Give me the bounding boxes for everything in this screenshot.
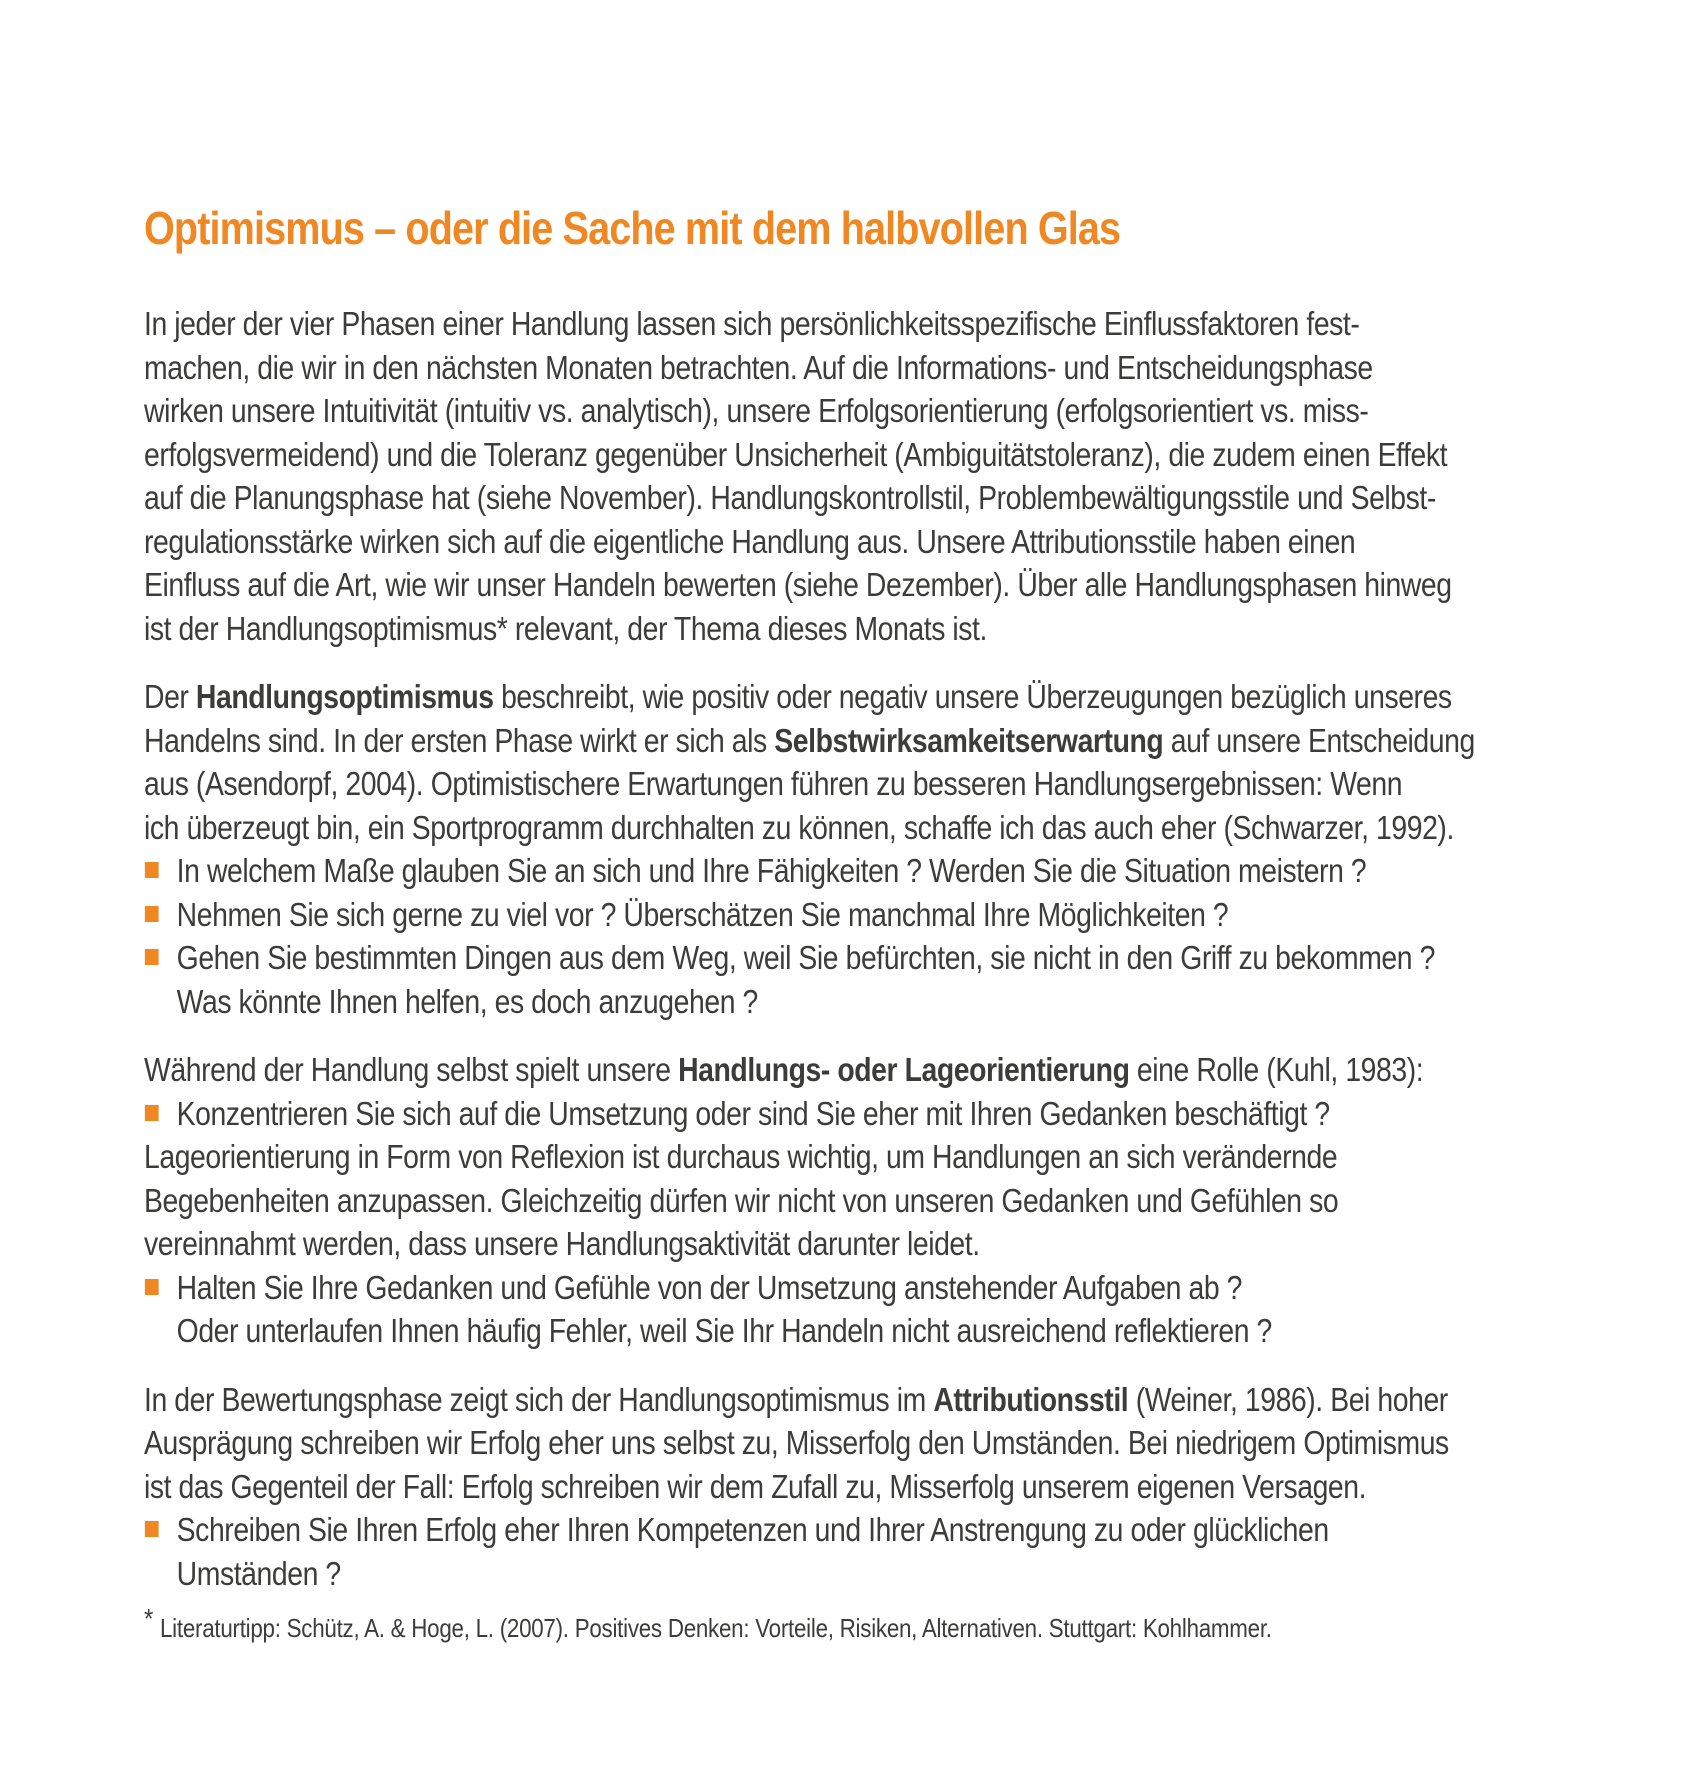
footnote-asterisk-icon: * bbox=[144, 1603, 154, 1634]
text: aus (Asendorpf, 2004). Optimistischere Erwartungen führen zu besseren Handlungsergebnissen: Wenn bbox=[144, 765, 1403, 802]
bullet-square-icon bbox=[145, 1279, 159, 1295]
text: ich überzeugt bin, ein Sportprogramm durchhalten zu können, schaffe ich das auch eher (Schwarzer, 1992). bbox=[144, 808, 1454, 846]
bullet-item bbox=[144, 893, 1606, 937]
footnote bbox=[144, 1603, 1606, 1645]
text-line bbox=[177, 849, 1606, 893]
bullet-item bbox=[144, 1266, 1606, 1353]
text: auf die Planungsphase hat (siehe November). Handlungskontrollstil, Problembewältigungsstile und Selbst- bbox=[144, 479, 1436, 516]
text-line bbox=[144, 433, 1606, 477]
paragraph bbox=[144, 1048, 1606, 1092]
bullet-item bbox=[144, 936, 1606, 1023]
text-line bbox=[144, 1048, 1606, 1092]
bullet-text bbox=[177, 849, 1606, 893]
text: ist der Handlungsoptimismus* relevant, der Thema dieses Monats ist. bbox=[144, 609, 987, 647]
bullet-text bbox=[177, 1508, 1606, 1595]
text-line bbox=[144, 1135, 1606, 1179]
text: beschreibt, wie positiv oder negativ unsere Überzeugungen bezüglich unseres bbox=[493, 678, 1452, 715]
text: Gehen Sie bestimmten Dingen aus dem Weg, weil Sie befürchten, sie nicht in den Griff zu bekommen ? bbox=[176, 939, 1435, 976]
text: Halten Sie Ihre Gedanken und Gefühle von der Umsetzung anstehender Aufgaben ab ? bbox=[176, 1268, 1242, 1306]
text: Was könnte Ihnen helfen, es doch anzugehen ? bbox=[176, 982, 758, 1020]
bullet-text bbox=[177, 1092, 1606, 1136]
text-line bbox=[144, 520, 1606, 564]
text-line bbox=[144, 302, 1606, 346]
page-title: Optimismus – oder die Sache mit dem halbvollen Glas bbox=[144, 202, 1121, 254]
bullet-text bbox=[177, 893, 1606, 937]
text: In welchem Maße glauben Sie an sich und Ihre Fähigkeiten ? Werden Sie die Situation meistern ? bbox=[176, 852, 1367, 889]
text: In jeder der vier Phasen einer Handlung lassen sich persönlichkeitsspezifische Einflussfaktoren fest- bbox=[144, 305, 1360, 342]
text: wirken unsere Intuitivität (intuitiv vs. analytisch), unsere Erfolgsorientierung (erfolgsorientiert vs. miss- bbox=[144, 392, 1369, 429]
bullet-square-icon bbox=[145, 1105, 159, 1121]
text: Begebenheiten anzupassen. Gleichzeitig dürfen wir nicht von unseren Gedanken und Gefühlen so bbox=[144, 1181, 1339, 1219]
bullet-square-icon bbox=[145, 1521, 159, 1537]
footnote-text: Literaturtipp: Schütz, A. & Hoge, L. (2007). Positives Denken: Vorteile, Risiken, Alternativen. Stuttgart: Kohlhammer. bbox=[160, 1613, 1272, 1643]
paragraph bbox=[144, 302, 1606, 650]
text: regulationsstärke wirken sich auf die eigentliche Handlung aus. Unsere Attributionsstile haben einen bbox=[144, 522, 1356, 560]
paragraph bbox=[144, 1135, 1606, 1266]
text: auf unsere Entscheidung bbox=[1163, 721, 1475, 759]
text: Konzentrieren Sie sich auf die Umsetzung oder sind Sie eher mit Ihren Gedanken beschäftigt ? bbox=[176, 1094, 1330, 1132]
text: ist das Gegenteil der Fall: Erfolg schreiben wir dem Zufall zu, Misserfolg unserem eigenen Versagen. bbox=[144, 1467, 1367, 1505]
bullet-text bbox=[177, 1266, 1606, 1353]
text: machen, die wir in den nächsten Monaten betrachten. Auf die Informations- und Entscheidungsphase bbox=[144, 348, 1373, 386]
text: Einfluss auf die Art, wie wir unser Handeln bewerten (siehe Dezember). Über alle Handlungsphasen hinweg bbox=[144, 566, 1452, 603]
bullet-item bbox=[144, 1092, 1606, 1136]
text-line bbox=[144, 806, 1606, 850]
article-body bbox=[144, 302, 1606, 1595]
bold-text: Handlungsoptimismus bbox=[195, 678, 494, 715]
text-line bbox=[177, 1092, 1606, 1136]
bullet-square-icon bbox=[145, 906, 159, 922]
text-line bbox=[144, 476, 1606, 520]
text-line bbox=[144, 1179, 1606, 1223]
text-line bbox=[144, 1222, 1606, 1266]
text: Lageorientierung in Form von Reflexion ist durchaus wichtig, um Handlungen an sich verändernde bbox=[144, 1138, 1338, 1175]
text-line bbox=[144, 607, 1606, 651]
text-line bbox=[144, 1378, 1606, 1422]
text-line bbox=[144, 389, 1606, 433]
text-line bbox=[177, 1309, 1606, 1353]
text: (Weiner, 1986). Bei hoher bbox=[1128, 1380, 1448, 1418]
text-line bbox=[144, 1465, 1606, 1509]
bold-text: Handlungs- oder Lageorientierung bbox=[678, 1051, 1130, 1088]
text: eine Rolle (Kuhl, 1983): bbox=[1129, 1051, 1424, 1088]
bullet-item bbox=[144, 1508, 1606, 1595]
bullet-square-icon bbox=[145, 949, 159, 965]
text-line bbox=[177, 893, 1606, 937]
text-line bbox=[144, 1421, 1606, 1465]
text-line bbox=[144, 346, 1606, 390]
text-line bbox=[177, 1508, 1606, 1552]
text: vereinnahmt werden, dass unsere Handlungsaktivität darunter leidet. bbox=[144, 1225, 980, 1262]
text: In der Bewertungsphase zeigt sich der Handlungsoptimismus im bbox=[144, 1380, 934, 1418]
text-line bbox=[144, 719, 1606, 763]
text-line bbox=[144, 762, 1606, 806]
article bbox=[144, 200, 1606, 1645]
text: Der bbox=[144, 678, 196, 715]
text-line bbox=[177, 936, 1606, 980]
text-line bbox=[177, 980, 1606, 1024]
paragraph bbox=[144, 1378, 1606, 1509]
bullet-square-icon bbox=[145, 862, 159, 878]
text: Oder unterlaufen Ihnen häufig Fehler, weil Sie Ihr Handeln nicht ausreichend reflektieren ? bbox=[176, 1312, 1272, 1349]
text: Nehmen Sie sich gerne zu viel vor ? Überschätzen Sie manchmal Ihre Möglichkeiten ? bbox=[176, 895, 1229, 933]
bullet-text bbox=[177, 936, 1606, 1023]
bold-text: Attributionsstil bbox=[933, 1380, 1129, 1418]
text: Schreiben Sie Ihren Erfolg eher Ihren Kompetenzen und Ihrer Anstrengung zu oder glücklichen bbox=[176, 1511, 1329, 1548]
text: Handelns sind. In der ersten Phase wirkt er sich als bbox=[144, 721, 775, 759]
text-line bbox=[144, 563, 1606, 607]
text-line bbox=[177, 1552, 1606, 1596]
text-line bbox=[177, 1266, 1606, 1310]
paragraph bbox=[144, 675, 1606, 849]
text: Umständen ? bbox=[176, 1554, 341, 1592]
text: Ausprägung schreiben wir Erfolg eher uns selbst zu, Misserfolg den Umständen. Bei niedrigem Optimismus bbox=[144, 1424, 1449, 1461]
text: erfolgsvermeidend) und die Toleranz gegenüber Unsicherheit (Ambiguitätstoleranz), die zudem einen Effekt bbox=[144, 435, 1448, 473]
bullet-item bbox=[144, 849, 1606, 893]
text-line bbox=[144, 675, 1606, 719]
text: Während der Handlung selbst spielt unsere bbox=[144, 1051, 679, 1088]
bold-text: Selbstwirksamkeitserwartung bbox=[774, 721, 1164, 759]
